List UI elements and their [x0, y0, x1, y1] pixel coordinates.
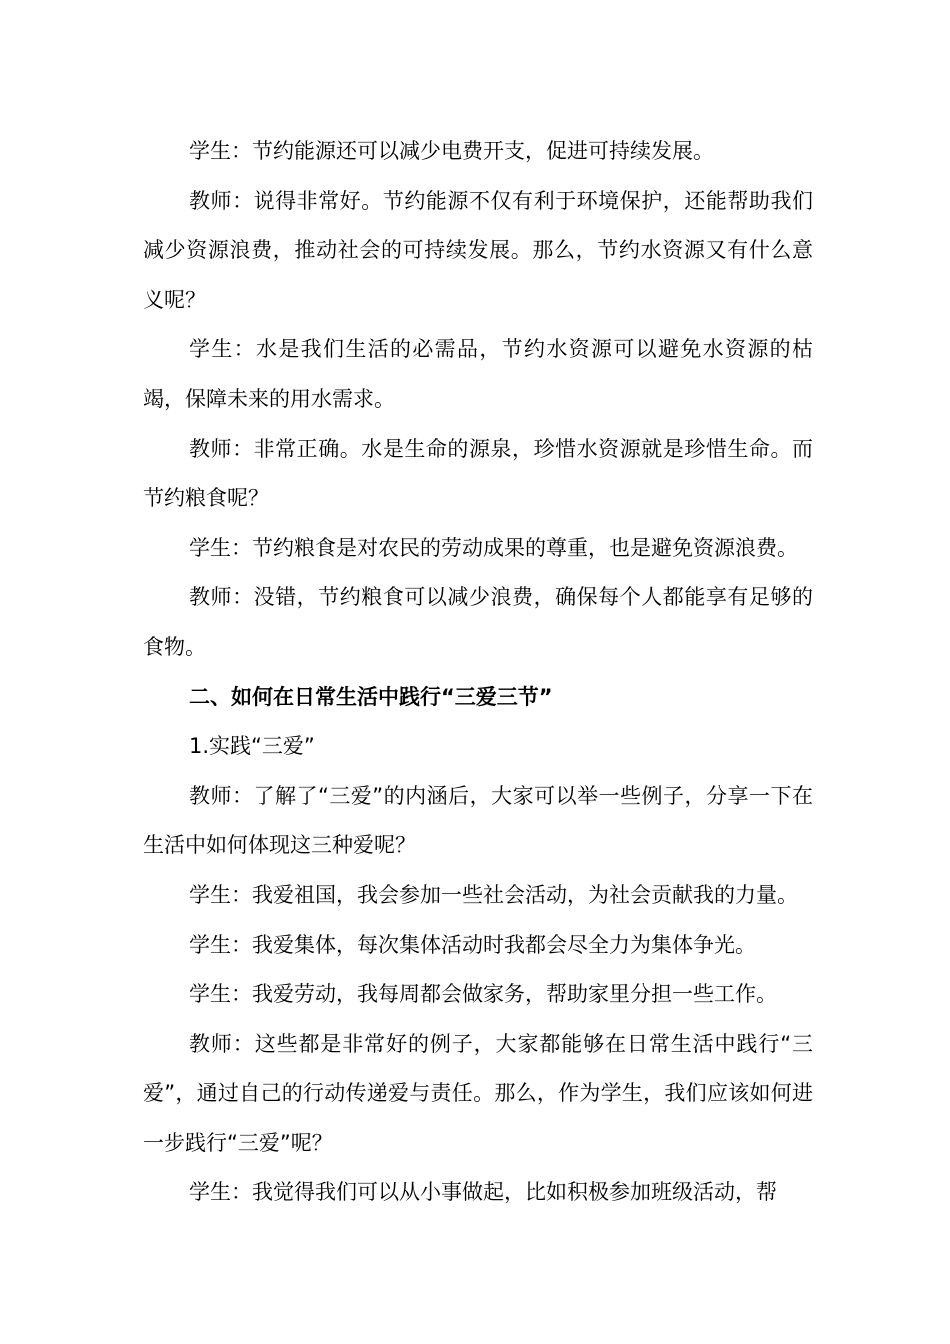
paragraph-teacher-water: 教师：非常正确。水是生命的源泉，珍惜水资源就是珍惜生命。而节约粮食呢？ — [143, 436, 813, 511]
section-heading: 二、如何在日常生活中践行“三爱三节” — [189, 684, 553, 709]
paragraph-student-energy: 学生：节约能源还可以减少电费开支，促进可持续发展。 — [189, 139, 714, 163]
paragraph-student-food: 学生：节约粮食是对农民的劳动成果的尊重，也是避免资源浪费。 — [189, 535, 798, 560]
paragraph-student-collective: 学生：我爱集体，每次集体活动时我都会尽全力为集体争光。 — [189, 932, 756, 957]
subsection-heading: 1.实践“三爱” — [189, 734, 315, 759]
paragraph-student-labor: 学生：我爱劳动，我每周都会做家务，帮助家里分担一些工作。 — [189, 982, 777, 1007]
paragraph-student-water: 学生：水是我们生活的必需品，节约水资源可以避免水资源的枯竭，保障未来的用水需求。 — [143, 337, 813, 411]
document-body — [143, 127, 813, 1218]
paragraph-student-small-things: 学生：我觉得我们可以从小事做起，比如积极参加班级活动，帮 — [189, 1180, 777, 1205]
paragraph-teacher-examples: 教师：了解了“三爱”的内涵后，大家可以举一些例子，分享一下在生活中如何体现这三种爱呢？ — [143, 783, 813, 858]
paragraph-teacher-food: 教师：没错，节约粮食可以减少浪费，确保每个人都能享有足够的食物。 — [143, 585, 813, 659]
paragraph-teacher-energy: 教师：说得非常好。节约能源不仅有利于环境保护，还能帮助我们减少资源浪费，推动社会的可持续发展。那么，节约水资源又有什么意义呢？ — [143, 188, 813, 312]
paragraph-student-country: 学生：我爱祖国，我会参加一些社会活动，为社会贡献我的力量。 — [189, 882, 798, 907]
paragraph-teacher-summary: 教师：这些都是非常好的例子，大家都能够在日常生活中践行“三爱”，通过自己的行动传递爱与责任。那么，作为学生，我们应该如何进一步践行“三爱”呢？ — [143, 1031, 813, 1155]
